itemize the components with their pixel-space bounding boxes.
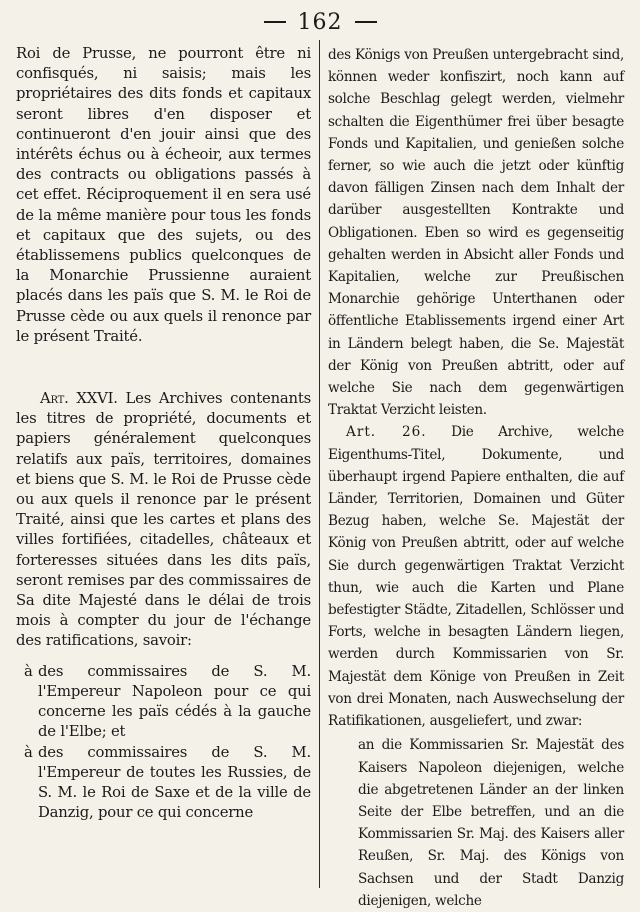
german-article-paragraph [328,421,624,732]
list-item-marker: à [24,662,33,680]
french-column [16,44,311,823]
list-item-marker: à [24,743,33,761]
list-item [16,743,311,824]
german-recipient-list [328,734,624,912]
german-column [328,44,624,912]
french-recipient-list [16,662,311,824]
page-header [0,6,640,38]
header-dash-left [264,21,286,23]
french-article-paragraph [16,389,311,652]
header-dash-right [355,21,377,23]
list-item-text: des commissaires de S. M. l'Empereur Napoleon pour ce qui concerne les païs cédés à la gauche de l'Elbe; et [38,662,311,741]
list-item [16,662,311,743]
list-item: an die Kommissarien Sr. Majestät des Kaisers Napoleon diejenigen, welche die abgetretenen Länder an der linken Seite der Elbe betreffen, und an die Kommissarien Sr. Maj. des Kaisers aller Reußen, Sr. Maj. des Königs von Sachsen und der Stadt Danzig diejenigen, welche [358,737,624,909]
french-article-label: Art. XXVI. [40,390,118,408]
french-article-text: Les Archives contenants les titres de propriété, documents et papiers généralement quelconques relatifs aux païs, territoires, domaines et biens que S. M. le Roi de Prusse cède ou aux quels il renonce par le présent Traité, ainsi que les cartes et plans des villes fortifiées, citadelles, châteaux et forteresses situées dans les dits païs, seront remises par des commissaires de Sa dite Majesté dans le délai de trois mois à compter du jour de l'échange des ratifications, savoir: [16,390,311,650]
french-continuation-paragraph: Roi de Prusse, ne pourront être ni confisqués, ni saisis; mais les propriétaires des dits fonds et capitaux seront libres d'en disposer et continueront d'en jouir ainsi que des intérêts échus ou à écheoir, aux termes des contracts ou obligations passés à cet effet. Réciproquement il en sera usé de la même manière pour tous les fonds et capitaux que des sujets, ou des établissemens publics quelconques de la Monarchie Prussienne auraient placés dans les païs que S. M. le Roi de Prusse cède ou aux quels il renonce par le présent Traité. [16,45,311,345]
page-number: 162 [297,9,343,35]
list-item-text: des commissaires de S. M. l'Empereur de toutes les Russies, de S. M. le Roi de Saxe et de la ville de Danzig, pour ce qui concerne [38,743,311,822]
german-article-label: Art. 26. [346,424,427,441]
column-divider [319,40,320,888]
german-article-text: Die Archive, welche Eigenthums-Titel, Dokumente, und überhaupt irgend Papiere enthalten, die auf Länder, Territorien, Domainen und Güter Bezug haben, welche Se. Majestät der König von Preußen abtritt, oder auf welche Sie durch gegenwärtigen Traktat Verzicht thun, wie auch die Karten und Plane befestigter Städte, Zitadellen, Schlösser und Forts, welche in besagten Ländern liegen, werden durch Kommissarien von Sr. Majestät dem Könige von Preußen in Zeit von drei Monaten, nach Auswechselung der Ratifikationen, ausgeliefert, und zwar: [328,424,624,730]
german-continuation-paragraph: des Königs von Preußen untergebracht sind, können weder konfiszirt, noch kann auf solche Beschlag gelegt werden, vielmehr schalten die Eigenthümer frei über besagte Fonds und Kapitalien, und genießen solche ferner, so wie auch die jetzt oder künftig davon fälligen Zinsen nach dem Inhalt der darüber ausgestellten Kontrakte und Obligationen. Eben so wird es gegenseitig gehalten werden in Absicht aller Fonds und Kapitalien, welche zur Preußischen Monarchie gehörige Unterthanen oder öffentliche Etablissements irgend einer Art in Ländern belegt haben, die Se. Majestät der König von Preußen abtritt, oder auf welche Sie nach dem gegenwärtigen Traktat Verzicht leisten. [328,47,624,419]
